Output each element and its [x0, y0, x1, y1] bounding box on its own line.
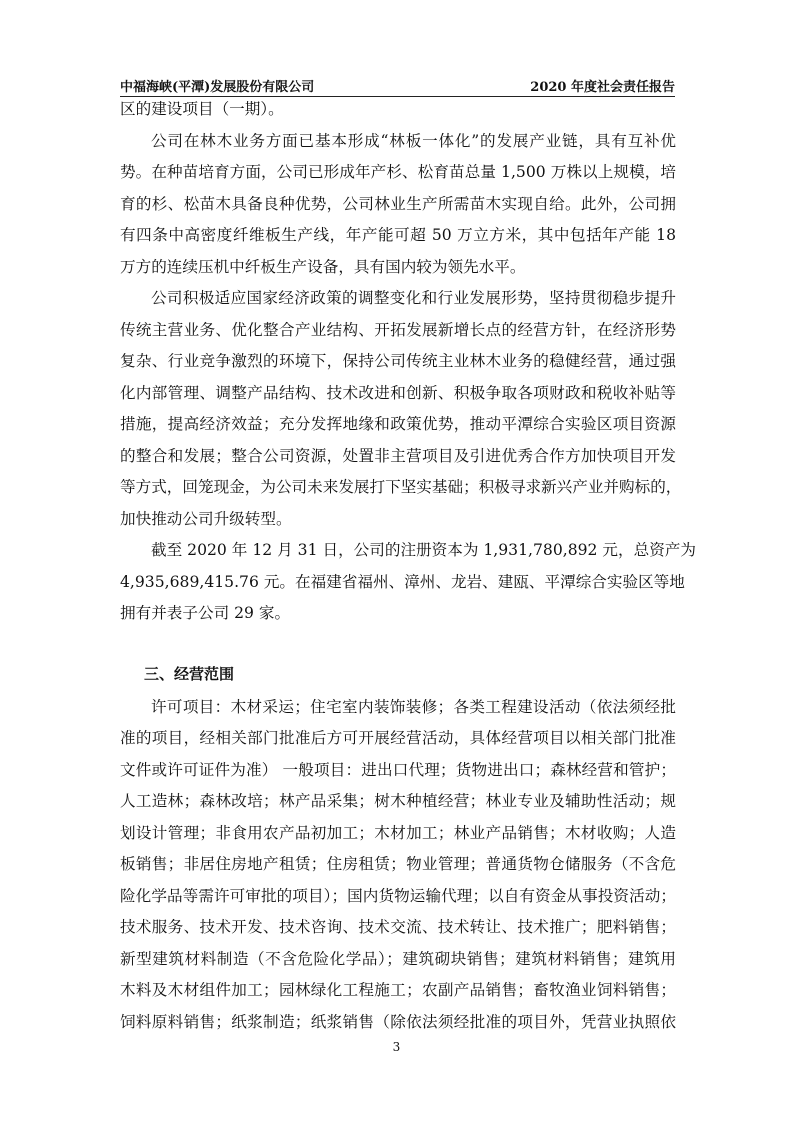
- company-name: 中福海峡(平潭)发展股份有限公司: [120, 80, 315, 95]
- scope-line: 文件或许可证件为准） 一般项目：进出口代理；货物进出口；森林经营和管护；: [120, 760, 676, 779]
- paragraph-line: 措施，提高经济效益；充分发挥地缘和政策优势，推动平潭综合实验区项目资源: [120, 415, 676, 433]
- paragraph-line: 有四条中高密度纤维板生产线，年产能可超 50 万立方米，其中包括年产能 18: [120, 226, 676, 244]
- scope-line: 划设计管理；非食用农产品初加工；木材加工；林业产品销售；木材收购；人造: [120, 823, 676, 842]
- scope-line: 新型建筑材料制造（不含危险化学品）；建筑砌块销售；建筑材料销售；建筑用: [120, 949, 676, 968]
- paragraph-line: 势。在种苗培育方面，公司已形成年产杉、松育苗总量 1,500 万株以上规模，培: [120, 163, 676, 181]
- paragraph-line: 加快推动公司升级转型。: [120, 509, 292, 528]
- paragraph-line: 化内部管理、调整产品结构、技术改进和创新、积极争取各项财政和税收补贴等: [120, 383, 676, 402]
- scope-line: 饲料原料销售；纸浆制造；纸浆销售（除依法须经批准的项目外，凭营业执照依: [120, 1012, 676, 1031]
- page-number: 3: [392, 1040, 401, 1054]
- scope-line: 险化学品等需许可审批的项目）；国内货物运输代理；以自有资金从事投资活动；: [120, 886, 676, 905]
- scope-line: 技术服务、技术开发、技术咨询、技术交流、技术转让、技术推广；肥料销售；: [120, 918, 676, 936]
- paragraph-line: 拥有并表子公司 29 家。: [120, 604, 291, 622]
- paragraph-line: 公司积极适应国家经济政策的调整变化和行业发展形势，坚持贯彻稳步提升: [151, 289, 676, 307]
- paragraph-line: 的整合和发展；整合公司资源，处置非主营项目及引进优秀合作方加快项目开发: [120, 446, 676, 465]
- scope-line: 人工造林；森林改培；林产品采集；树木种植经营；林业专业及辅助性活动；规: [120, 792, 676, 810]
- report-title: 2020 年度社会责任报告: [530, 80, 675, 95]
- paragraph-line: 等方式，回笼现金，为公司未来发展打下坚实基础；积极寻求新兴产业并购标的，: [120, 478, 682, 496]
- document-body: [120, 94, 696, 1038]
- section-heading: 三、经营范围: [144, 664, 235, 683]
- paragraph-line: 育的杉、松苗木具备良种优势，公司林业生产所需苗木实现自给。此外，公司拥: [120, 194, 676, 213]
- scope-line: 许可项目：木材采运；住宅室内装饰装修；各类工程建设活动（依法须经批: [151, 697, 676, 716]
- paragraph-line: 复杂、行业竞争激烈的环境下，保持公司传统主业林木业务的稳健经营，通过强: [120, 352, 676, 370]
- section-spacer: [120, 630, 676, 656]
- paragraph-line: 截至 2020 年 12 月 31 日，公司的注册资本为 1,931,780,892 元，总资产为: [151, 541, 696, 559]
- paragraph-line: 万方的连续压机中纤板生产设备，具有国内较为领先水平。: [120, 257, 526, 276]
- paragraph-line: 传统主营业务、优化整合产业结构、开拓发展新增长点的经营方针，在经济形势: [120, 320, 676, 339]
- paragraph-line: 公司在林木业务方面已基本形成“林板一体化”的发展产业链，具有互补优: [151, 131, 676, 150]
- scope-line: 木料及木材组件加工；园林绿化工程施工；农副产品销售；畜牧渔业饲料销售；: [120, 981, 676, 999]
- scope-line: 板销售；非居住房地产租赁；住房租赁；物业管理；普通货物仓储服务（不含危: [120, 855, 676, 873]
- scope-line: 准的项目，经相关部门批准后方可开展经营活动，具体经营项目以相关部门批准: [120, 729, 676, 747]
- paragraph-line: 4,935,689,415.76 元。在福建省福州、漳州、龙岩、建瓯、平潭综合实验区等地: [120, 572, 685, 591]
- paragraph-line: 区的建设项目（一期）。: [120, 100, 284, 118]
